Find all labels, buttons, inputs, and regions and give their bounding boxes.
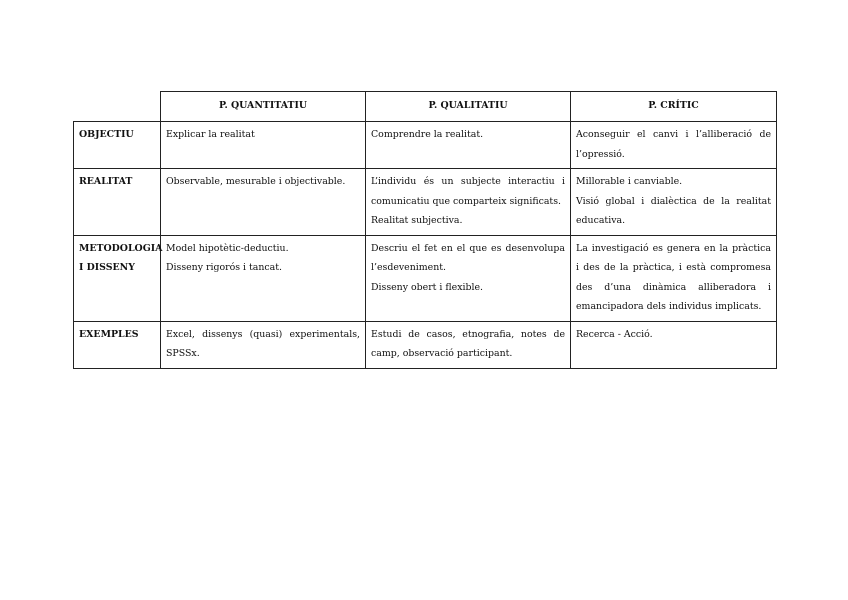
cell-objectiu-qualitatiu bbox=[366, 122, 571, 169]
cell-line: Recerca - Acció. bbox=[576, 328, 653, 340]
cell-line: Aconseguir el canvi i l’alliberació de l’opressió. bbox=[576, 129, 771, 160]
row-label-objectiu: OBJECTIU bbox=[74, 122, 161, 169]
cell-line: Descriu el fet en el que es desenvolupa l’esdeveniment. bbox=[371, 242, 565, 273]
row-label-exemples: EXEMPLES bbox=[74, 321, 161, 368]
corner-cell bbox=[74, 92, 161, 122]
row-realitat bbox=[74, 169, 777, 236]
cell-metodologia-qualitatiu bbox=[366, 235, 571, 321]
cell-exemples-critic bbox=[571, 321, 777, 368]
cell-line: Comprendre la realitat. bbox=[371, 129, 484, 140]
cell-exemples-quantitatiu bbox=[161, 321, 366, 368]
cell-line: Explicar la realitat bbox=[166, 129, 255, 140]
header-quantitatiu: P. QUANTITATIU bbox=[161, 92, 366, 122]
cell-metodologia-quantitatiu bbox=[161, 235, 366, 321]
paradigms-comparison-table bbox=[73, 91, 777, 369]
row-label-metodologia: METODOLOGIA I DISSENY bbox=[74, 235, 161, 321]
cell-line: Observable, mesurable i objectivable. bbox=[166, 176, 346, 187]
cell-line: Estudi de casos, etnografia, notes de camp, observació participant. bbox=[371, 328, 565, 359]
cell-line: L’individu és un subjecte interactiu i comunicatiu que comparteix significats. bbox=[371, 176, 565, 207]
row-objectiu bbox=[74, 122, 777, 169]
row-metodologia bbox=[74, 235, 777, 321]
cell-line: Realitat subjectiva. bbox=[371, 215, 463, 226]
cell-objectiu-quantitatiu bbox=[161, 122, 366, 169]
header-critic: P. CRÍTIC bbox=[571, 92, 777, 122]
cell-metodologia-critic bbox=[571, 235, 777, 321]
cell-realitat-critic bbox=[571, 169, 777, 236]
cell-line: Disseny rigorós i tancat. bbox=[166, 262, 283, 273]
cell-line: Millorable i canviable. bbox=[576, 176, 683, 187]
header-row bbox=[74, 92, 777, 122]
row-label-realitat: REALITAT bbox=[74, 169, 161, 236]
cell-realitat-qualitatiu bbox=[366, 169, 571, 236]
cell-line: Disseny obert i flexible. bbox=[371, 281, 484, 293]
row-exemples bbox=[74, 321, 777, 368]
cell-line: Visió global i dialèctica de la realitat educativa. bbox=[576, 195, 771, 226]
cell-line: La investigació es genera en la pràctica i des de la pràctica, i està compromesa des d’una dinàmica alliberadora i emancipadora dels individus implicats. bbox=[576, 242, 771, 312]
header-qualitatiu: P. QUALITATIU bbox=[366, 92, 571, 122]
cell-exemples-qualitatiu bbox=[366, 321, 571, 368]
cell-realitat-quantitatiu bbox=[161, 169, 366, 236]
cell-line: Excel, dissenys (quasi) experimentals, SPSSx. bbox=[166, 328, 360, 359]
cell-line: Model hipotètic-deductiu. bbox=[166, 242, 289, 254]
cell-objectiu-critic bbox=[571, 122, 777, 169]
